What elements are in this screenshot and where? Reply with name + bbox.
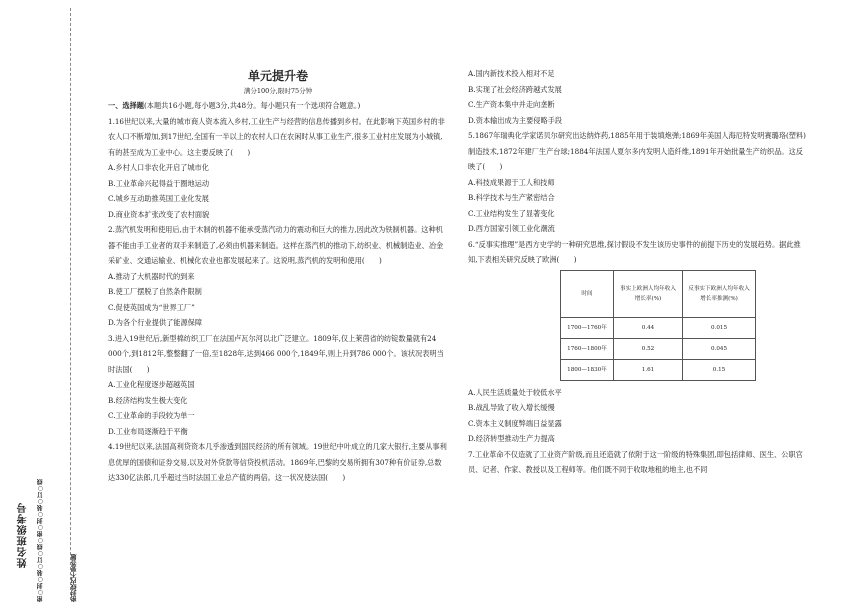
question-2-stem: 2.蒸汽机发明和使用后,由于木制的机器不能承受蒸汽动力的震动和巨大的推力,因此改为铁制机器。这种机器不能由手工业者的双手来制造了,必须由机器来制造。这样在蒸汽机的推动下,纺织业、机械制造业、冶金采矿业、交通运输业、机械化农业也都发展起来了。这说明,蒸汽机的发明和使用( ): [108, 225, 444, 265]
question-1-option-b: B.工业革命兴起得益于圈地运动: [108, 178, 210, 188]
table-cell: 0.52: [614, 338, 683, 359]
section-heading: [108, 98, 448, 114]
question-1-stem: 1.16世纪以来,大量的城市商人资本流入乡村,工业生产与经营的信息传播到乡村。在此影响下英国乡村的非农人口不断增加,到17世纪,全国有一半以上的农村人口在农闲时从事工业生产,很多工业村庄发展为小城镇,有的甚至成为工业中心。这主要反映了( ): [108, 116, 445, 157]
question-1-option-a: A.乡村人口非农化开启了城市化: [108, 163, 209, 172]
question-3-option-b: B.经济结构发生极大变化: [108, 395, 188, 405]
question-2-option-a: A.推动了大机器时代的到来: [108, 271, 195, 281]
table-cell: 1700—1760年: [561, 317, 614, 338]
table-cell: 1760—1800年: [561, 338, 614, 359]
exam-info: 满分100分,限时75分钟: [243, 87, 313, 95]
question-4-option-b: B.实现了社会经济跨越式发展: [468, 84, 562, 94]
question-4-stem: 4.19世纪以来,法国高利贷资本几乎渗透到国民经济的所有领域。19世纪中叶成立的几家大银行,主要从事利息优厚的国债和证券交易,以及对外贷款等信贷投机活动。1869年,巴黎的交易所拥有307种有价证券,总数达330亿法郎,几乎超过当时法国工业总产值的两倍。这一状况使法国( ): [108, 442, 447, 482]
question-3-option-d: D.工业布局逐渐趋于平衡: [108, 426, 188, 436]
table-row: [561, 338, 756, 359]
table-cell: 0.045: [683, 338, 756, 359]
question-6-option-c: C.资本主义制度弊端日益显露: [468, 418, 562, 428]
question-6-option-a: A.人民生活质量处于较低水平: [468, 387, 562, 397]
question-2-option-d: D.为各个行业提供了能源保障: [108, 318, 203, 327]
question-6-option-b: B.战乱导致了收入增长缓慢: [468, 403, 555, 412]
table-cell: 1.61: [614, 359, 683, 380]
question-5-option-b: B.科学技术与生产紧密结合: [468, 193, 555, 202]
question-3-option-a: A.工业化程度逐步超越英国: [108, 380, 195, 389]
question-3-stem: 3.进入19世纪后,新型棉纺织工厂在法国卢瓦尔河以北广泛建立。1809年,仅上莱茵省的纺锭数量就有24 000个,到1812年,整整翻了一倍,至1828年,达到466 000个,1849年,则上升到786 000个。该状况表明当时法国( ): [108, 333, 444, 374]
question-5-option-c: C.工业结构发生了显著变化: [468, 208, 555, 218]
section-heading-bold: 一、选择题: [108, 101, 144, 110]
question-1-option-d: D.商业资本扩张改变了农村面貌: [108, 209, 210, 219]
question-5-stem: 5.1867年瑞典化学家诺贝尔研究出达纳炸药,1885年用于装填炮弹;1869年美国人海厄特发明赛璐珞(塑料)制造技术,1872年建厂生产台球;1884年法国人夏尔多内发明人造纤维,1891年开始批量生产纺织品。这反映了( ): [468, 131, 806, 171]
question-2-option-c: C.促使英国成为“世界工厂”: [108, 302, 195, 312]
table-row: [561, 359, 756, 380]
table-row: [561, 317, 756, 338]
question-6-option-d: D.经济转型推动生产力提高: [468, 434, 555, 443]
section-heading-instructions: (本题共16小题,每小题3分,共48分。每小题只有一个选项符合题意。): [143, 101, 361, 110]
table-header-cell: 时间: [561, 270, 614, 317]
question-4-option-c: C.生产资本集中并走向垄断: [468, 100, 555, 109]
table-cell: 0.44: [614, 317, 683, 338]
table-cell: 0.15: [683, 359, 756, 380]
question-4-option-d: D.资本输出成为主要侵略手段: [468, 115, 563, 125]
table-header-cell: 反事实下欧洲人均年收入增长率推测(%): [683, 270, 756, 317]
left-column: [108, 60, 448, 482]
page-title: 单元提升卷: [247, 69, 308, 83]
student-info-fields: 姓名班级考号: [18, 502, 29, 568]
question-5-option-a: A.科技成果源于工人和技师: [468, 177, 555, 187]
seal-dashed-line: [70, 8, 71, 600]
question-5-option-d: D.西方国家引领工业化潮流: [468, 224, 555, 233]
table-cell: 0.015: [683, 317, 756, 338]
question-7-stem: 7.工业革命不仅造就了工业资产阶级,而且还造就了依附于这一阶级的特殊集团,即包括律师、医生、公职官员、记者、作家、教授以及工程师等。他们既不同于收取地租的地主,也不同: [468, 449, 803, 474]
seal-line-text: 密○封○装○订○线○密○封○装○订○线: [37, 479, 44, 602]
income-growth-table: [560, 270, 756, 381]
table-header-cell: 事实上欧洲人均年收入增长率(%): [614, 270, 683, 317]
table-header-row: [561, 270, 756, 317]
question-2-option-b: B.使工厂摆脱了自然条件限制: [108, 287, 202, 296]
binding-margin: [0, 0, 78, 608]
table-cell: 1800—1830年: [561, 359, 614, 380]
seal-warning: 密封线内不要答题: [71, 554, 78, 602]
question-1-option-c: C.城乡互动助推英国工业化发展: [108, 194, 209, 203]
question-4-option-a: A.国内新技术投入相对不足: [468, 69, 555, 78]
question-3-option-c: C.工业革命的手段较为单一: [108, 411, 195, 420]
right-column: [468, 66, 808, 478]
question-6-stem: 6.“反事实推理”是西方史学的一种研究思维,探讨假设不发生该历史事件的前提下历史的发展趋势。据此推知,下表相关研究反映了欧洲( ): [468, 239, 801, 264]
